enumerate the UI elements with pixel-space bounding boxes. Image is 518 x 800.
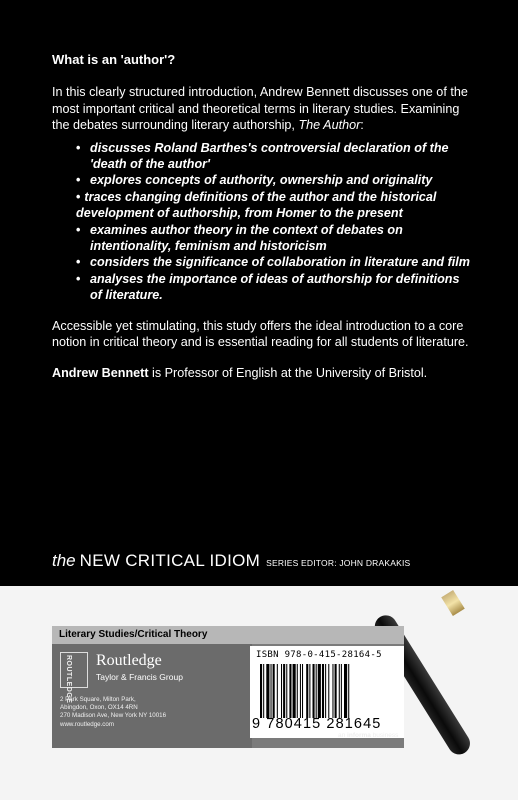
pen-band [441, 590, 465, 616]
author-bio: Andrew Bennett is Professor of English at the University of Bristol. [52, 365, 428, 380]
list-item: • examines author theory in the context of debates on intentionality, feminism and historicism [76, 222, 403, 254]
routledge-logo-icon: ROUTLEDGE [60, 652, 88, 688]
intro-paragraph: In this clearly structured introduction, Andrew Bennett discusses one of the most important critical and theoretical terms in literary studies. Examining the debates surrounding literary authorship, The Author: [52, 85, 468, 133]
list-item: • considers the significance of collaboration in literature and film [76, 255, 470, 270]
series-the: the [52, 551, 76, 570]
isbn-text: ISBN 978-0-415-28164-5 [256, 650, 382, 660]
blurb-heading: What is an 'author'? [52, 52, 176, 67]
barcode-number: 9 780415 281645 [252, 716, 382, 732]
barcode [250, 646, 404, 738]
summary-paragraph: Accessible yet stimulating, this study offers the ideal introduction to a core notion in critical theory and is essential reading for all students of literature. [52, 318, 469, 350]
series-title [52, 551, 410, 571]
series-editor: SERIES EDITOR: JOHN DRAKAKIS [266, 558, 411, 568]
publisher-name: Routledge [96, 652, 162, 669]
publisher-block [52, 644, 252, 748]
publisher-address: 2 Park Square, Milton Park, Abingdon, Oxon, OX14 4RN 270 Madison Ave, New York NY 10016 www.routledge.com [60, 696, 167, 728]
list-item: • analyses the importance of ideas of authorship for definitions of literature. [76, 271, 460, 303]
list-item: • explores concepts of authority, ownership and originality [76, 173, 433, 188]
bullet-list [76, 140, 472, 304]
blurb [52, 52, 472, 381]
category-label: Literary Studies/Critical Theory [52, 626, 404, 644]
publisher-subtitle: Taylor & Francis Group [96, 672, 183, 682]
series-name: NEW CRITICAL IDIOM [79, 551, 261, 570]
barcode-bars-icon [260, 664, 396, 718]
list-item: • traces changing definitions of the author and the historical development of authorship, from Homer to the present [76, 189, 437, 221]
informa-credit: an informa business [338, 732, 399, 739]
list-item: • discusses Roland Barthes's controversial declaration of the 'death of the author' [76, 140, 449, 172]
